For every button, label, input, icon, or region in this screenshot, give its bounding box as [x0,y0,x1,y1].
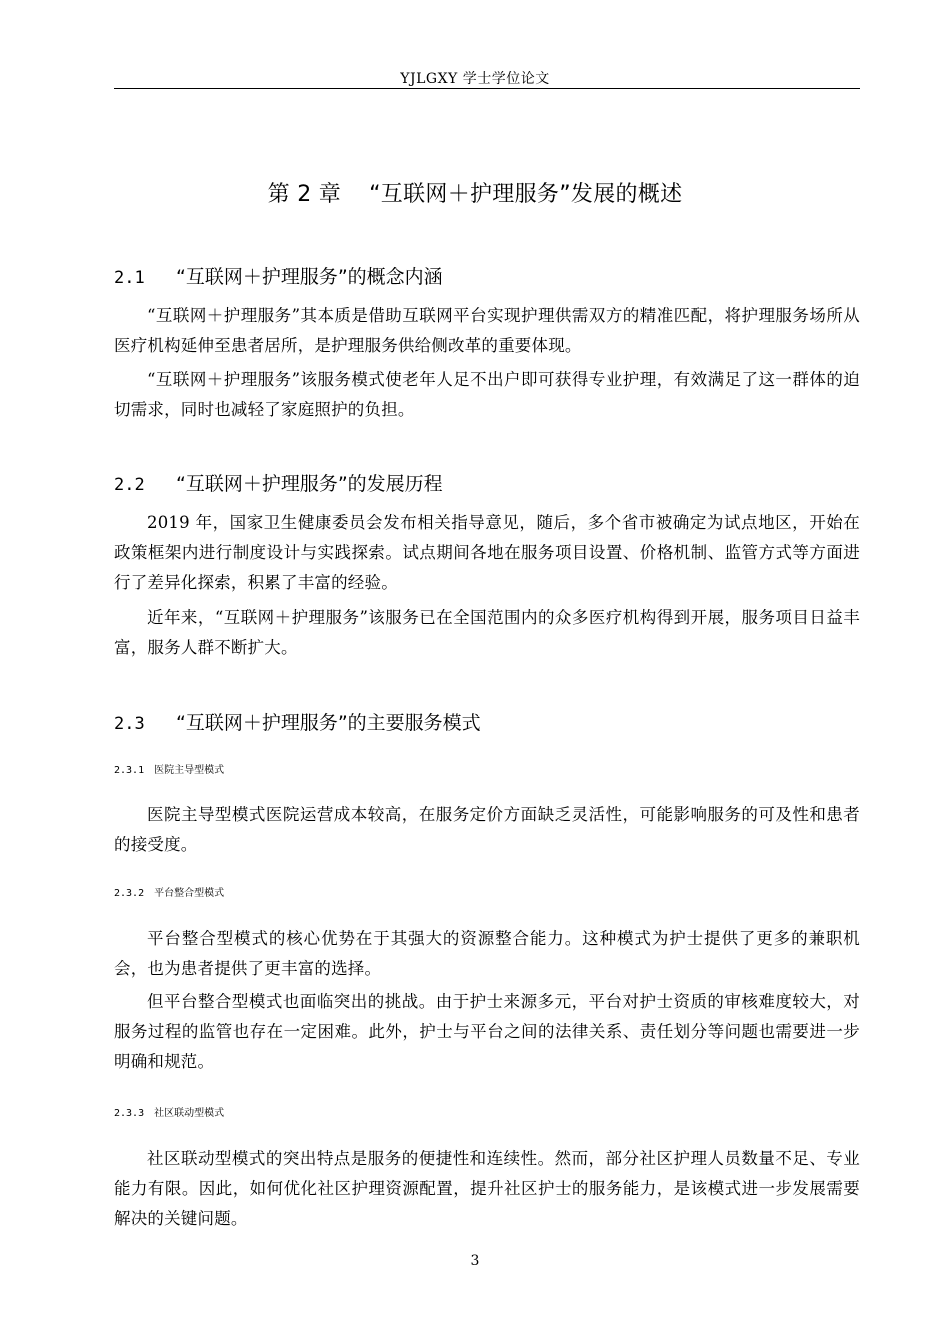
section-heading-2-1 [114,262,443,289]
subsection-heading-2-3-2 [114,884,224,899]
header-rule [114,88,860,89]
section-title: “互联网＋护理服务”的主要服务模式 [176,712,481,734]
subsection-heading-2-3-1 [114,761,224,776]
section-heading-2-3 [114,708,481,735]
paragraph: 社区联动型模式的突出特点是服务的便捷性和连续性。然而，部分社区护理人员数量不足、专业能力有限。因此，如何优化社区护理资源配置，提升社区护士的服务能力，是该模式进一步发展需要解决的关键问题。 [114,1149,860,1228]
paragraph: “互联网＋护理服务”其本质是借助互联网平台实现护理供需双方的精准匹配，将护理服务场所从医疗机构延伸至患者居所，是护理服务供给侧改革的重要体现。 [114,306,860,355]
section-title: “互联网＋护理服务”的发展历程 [176,473,443,495]
paragraph: 医院主导型模式医院运营成本较高，在服务定价方面缺乏灵活性，可能影响服务的可及性和患者的接受度。 [114,805,860,854]
subsection-number: 2.3.1 [114,765,145,776]
chapter-title-text: “互联网＋护理服务”发展的概述 [369,182,683,207]
section-number: 2.1 [114,268,145,288]
section-title: “互联网＋护理服务”的概念内涵 [176,266,443,288]
paragraph: 但平台整合型模式也面临突出的挑战。由于护士来源多元，平台对护士资质的审核难度较大，对服务过程的监管也存在一定困难。此外，护士与平台之间的法律关系、责任划分等问题也需要进一步明确和规范。 [114,992,860,1071]
header-text: YJLGXY 学士学位论文 [400,71,550,87]
paragraph: 平台整合型模式的核心优势在于其强大的资源整合能力。这种模式为护士提供了更多的兼职机会，也为患者提供了更丰富的选择。 [114,929,860,978]
section-number: 2.2 [114,475,145,495]
paragraph: 近年来，“互联网＋护理服务”该服务已在全国范围内的众多医疗机构得到开展，服务项目日益丰富，服务人群不断扩大。 [114,608,860,657]
paragraph: 2019 年，国家卫生健康委员会发布相关指导意见，随后，多个省市被确定为试点地区，开始在政策框架内进行制度设计与实践探索。试点期间各地在服务项目设置、价格机制、监管方式等方面进行了差异化探索，积累了丰富的经验。 [114,513,860,592]
chapter-number: 第 2 章 [267,182,342,207]
subsection-title: 平台整合型模式 [154,888,225,899]
subsection-title: 社区联动型模式 [154,1108,225,1119]
chapter-title [0,177,950,208]
subsection-number: 2.3.2 [114,888,145,899]
subsection-heading-2-3-3 [114,1104,224,1119]
subsection-title: 医院主导型模式 [154,765,225,776]
page-number: 3 [470,1253,480,1269]
paragraph: “互联网＋护理服务”该服务模式使老年人足不出户即可获得专业护理，有效满足了这一群体的迫切需求，同时也减轻了家庭照护的负担。 [114,370,860,419]
section-heading-2-2 [114,469,443,496]
section-number: 2.3 [114,714,145,734]
subsection-number: 2.3.3 [114,1108,145,1119]
